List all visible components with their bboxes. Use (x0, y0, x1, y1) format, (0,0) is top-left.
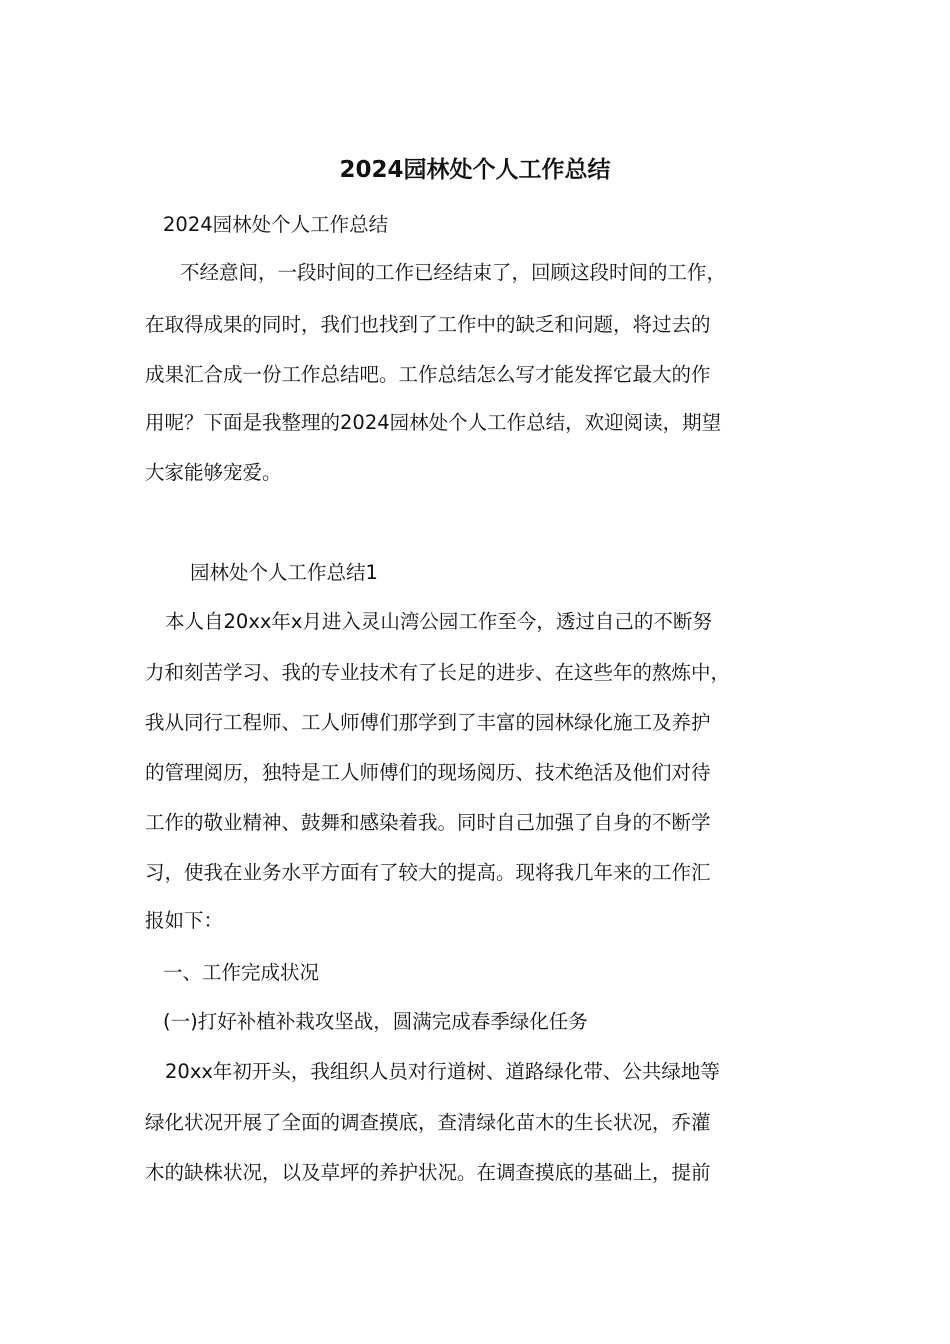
heading-one: 一、工作完成状况 (163, 961, 320, 984)
section-line-2: 力和刻苦学习、我的专业技术有了长足的进步、在这些年的熬炼中， (145, 661, 731, 684)
intro-line-4: 用呢？下面是我整理的2024园林处个人工作总结，欢迎阅读，期望 (145, 411, 722, 434)
section-line-6: 习，使我在业务水平方面有了较大的提高。现将我几年来的工作汇 (145, 861, 711, 884)
intro-line-1: 不经意间，一段时间的工作已经结束了，回顾这段时间的工作， (180, 261, 727, 284)
section-heading: 园林处个人工作总结1 (190, 561, 378, 584)
section-line-5: 工作的敬业精神、鼓舞和感染着我。同时自己加强了自身的不断学 (145, 811, 711, 834)
section-line-1: 本人自20xx年x月进入灵山湾公园工作至今，透过自己的不断努 (165, 610, 712, 633)
section-line-4: 的管理阅历，独特是工人师傅们的现场阅历、技术绝活及他们对待 (145, 761, 711, 784)
section-line-3: 我从同行工程师、工人师傅们那学到了丰富的园林绿化施工及养护 (145, 711, 711, 734)
para2-line-3: 木的缺株状况，以及草坪的养护状况。在调查摸底的基础上，提前 (145, 1161, 711, 1184)
section-line-7: 报如下： (145, 909, 224, 932)
para2-line-2: 绿化状况开展了全面的调查摸底，查清绿化苗木的生长状况，乔灌 (145, 1111, 711, 1134)
heading-sub: (一)打好补植补栽攻坚战，圆满完成春季绿化任务 (163, 1010, 588, 1033)
intro-line-3: 成果汇合成一份工作总结吧。工作总结怎么写才能发挥它最大的作 (145, 363, 711, 386)
intro-line-5: 大家能够宠爱。 (145, 461, 282, 484)
intro-line-2: 在取得成果的同时，我们也找到了工作中的缺乏和问题，将过去的 (145, 313, 711, 336)
document-subtitle: 2024园林处个人工作总结 (163, 213, 389, 236)
document-title: 2024园林处个人工作总结 (339, 157, 611, 183)
para2-line-1: 20xx年初开头，我组织人员对行道树、道路绿化带、公共绿地等 (165, 1060, 720, 1083)
